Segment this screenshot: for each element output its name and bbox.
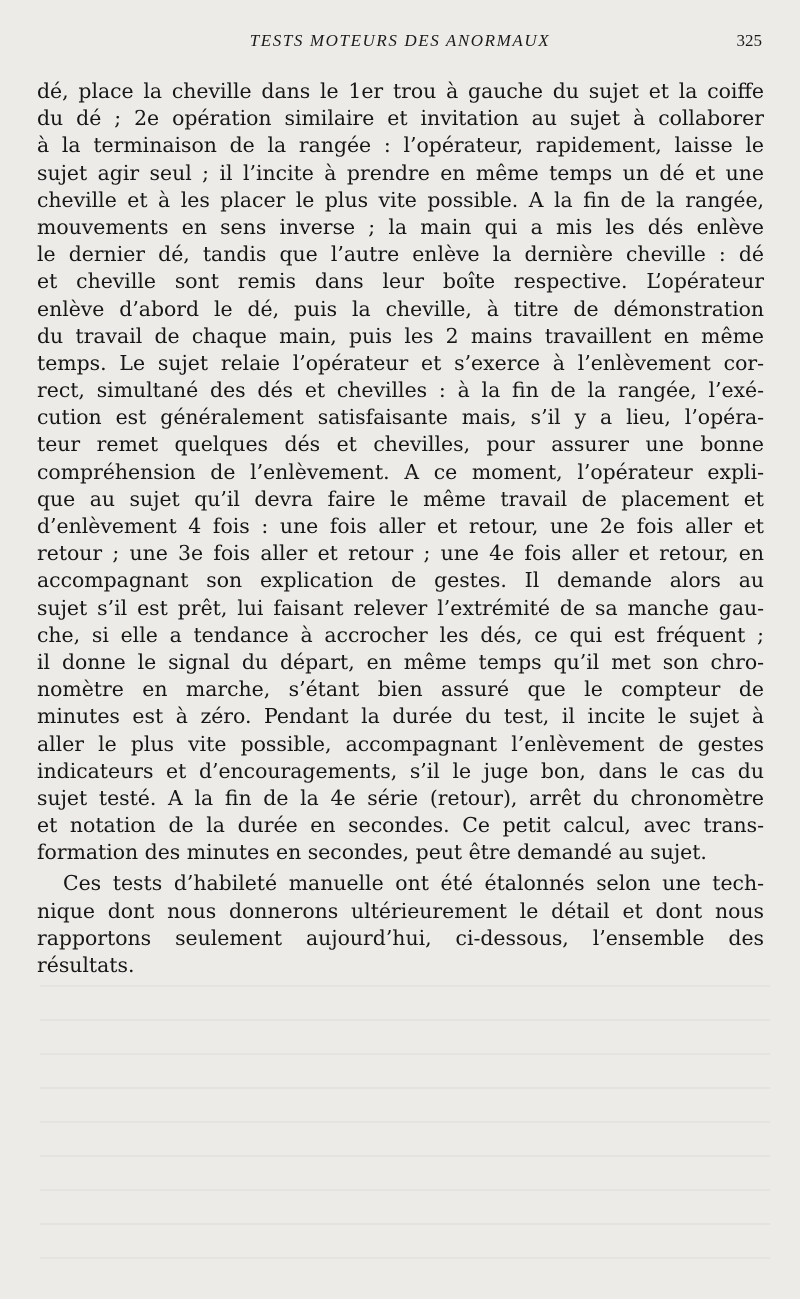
text-line: que au sujet qu’il devra faire le même travail de placement et xyxy=(37,486,764,511)
text-line: rapportons seulement aujourd’hui, ci-dessous, l’ensemble des xyxy=(37,925,764,950)
text-line: formation des minutes en secondes, peut être demandé au sujet. xyxy=(37,840,707,865)
text-line: temps. Le sujet relaie l’opérateur et s’exerce à l’enlèvement cor- xyxy=(37,350,764,375)
text-line: résultats. xyxy=(37,953,135,977)
text-line: à la terminaison de la rangée : l’opérateur, rapidement, laisse le xyxy=(37,133,764,158)
text-line: indicateurs et d’encouragements, s’il le juge bon, dans le cas du xyxy=(37,758,764,783)
paragraph-2 xyxy=(37,870,764,979)
text-line: sujet s’il est prêt, lui faisant relever l’extrémité de sa manche gau- xyxy=(37,595,764,620)
text-line: il donne le signal du départ, en même temps qu’il met son chro- xyxy=(37,649,764,674)
text-line: du travail de chaque main, puis les 2 mains travaillent en même xyxy=(37,323,764,348)
text-line: compréhension de l’enlèvement. A ce moment, l’opérateur expli- xyxy=(37,459,764,484)
text-line: teur remet quelques dés et chevilles, pour assurer une bonne xyxy=(37,432,764,457)
text-line: cution est généralement satisfaisante mais, s’il y a lieu, l’opéra- xyxy=(37,405,764,430)
text-line: mouvements en sens inverse ; la main qui a mis les dés enlève xyxy=(37,214,764,239)
text-line: enlève d’abord le dé, puis la cheville, à titre de démonstration xyxy=(37,296,764,321)
text-line: accompagnant son explication de gestes. Il demande alors au xyxy=(37,568,764,593)
text-line: nomètre en marche, s’étant bien assuré que le compteur de xyxy=(37,677,764,702)
text-line: Ces tests d’habileté manuelle ont été étalonnés selon une tech- xyxy=(63,871,764,896)
page-number: 325 xyxy=(736,31,762,50)
text-line: sujet testé. A la fin de la 4e série (retour), arrêt du chronomètre xyxy=(37,785,764,810)
text-line: dé, place la cheville dans le 1er trou à gauche du sujet et la coiffe xyxy=(37,79,764,103)
text-line: cheville et à les placer le plus vite possible. A la fin de la rangée, xyxy=(37,187,764,212)
text-line: et notation de la durée en secondes. Ce petit calcul, avec trans- xyxy=(37,813,764,838)
text-line: et cheville sont remis dans leur boîte respective. L’opérateur xyxy=(37,269,764,294)
text-line: rect, simultané des dés et chevilles : à la fin de la rangée, l’exé- xyxy=(37,378,764,403)
text-line: che, si elle a tendance à accrocher les dés, ce qui est fréquent ; xyxy=(37,622,764,647)
text-line: nique dont nous donnerons ultérieurement le détail et dont nous xyxy=(37,898,764,923)
paragraph-1 xyxy=(37,78,764,866)
text-line: le dernier dé, tandis que l’autre enlève la dernière cheville : dé xyxy=(37,242,764,267)
body-text xyxy=(37,78,764,979)
text-line: retour ; une 3e fois aller et retour ; une 4e fois aller et retour, en xyxy=(37,541,764,566)
running-title: TESTS MOTEURS DES ANORMAUX xyxy=(249,31,551,50)
running-head xyxy=(0,28,800,58)
text-line: minutes est à zéro. Pendant la durée du test, il incite le sujet à xyxy=(37,704,764,729)
text-line: sujet agir seul ; il l’incite à prendre en même temps un dé et une xyxy=(37,160,764,185)
text-line: du dé ; 2e opération similaire et invitation au sujet à collaborer xyxy=(37,106,764,131)
text-line: d’enlèvement 4 fois : une fois aller et retour, une 2e fois aller et xyxy=(37,514,764,538)
text-line: aller le plus vite possible, accompagnant l’enlèvement de gestes xyxy=(37,731,764,756)
